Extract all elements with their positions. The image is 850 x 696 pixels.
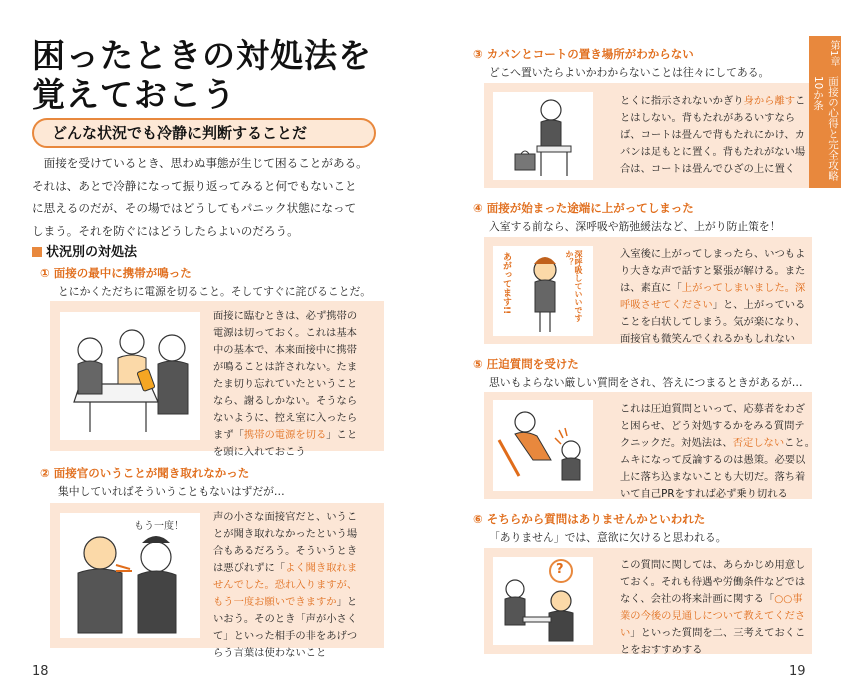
item-5-subtitle: 思いもよらない厳しい質問をされ、答えにつまるときがあるが… — [489, 376, 803, 389]
item-5-body — [620, 401, 815, 503]
body-line — [620, 93, 805, 110]
item-number: ④ — [473, 201, 483, 215]
body-line — [620, 297, 805, 314]
body-line — [620, 435, 815, 452]
highlighted-text: 携帯の電源を切る — [243, 429, 327, 441]
page-title — [32, 36, 372, 114]
body-line: ことを白状してしまう。気が楽になり、 — [620, 316, 806, 328]
item-title-text: 面接の最中に携帯が鳴った — [53, 266, 192, 280]
body-line: とをおすすめする — [620, 644, 703, 656]
item-1-title — [40, 265, 192, 281]
highlighted-text: 身から離す — [743, 95, 796, 107]
seated-candidate-illustration — [493, 92, 593, 180]
body-text: 」と — [336, 596, 358, 608]
item-6-body — [620, 557, 805, 659]
subtitle-banner: どんな状況でも冷静に判断することだ — [32, 118, 376, 148]
body-line: とはしない。背もたれがあるいすなら — [620, 112, 796, 124]
body-text: とくに指示されないかぎり — [620, 95, 744, 107]
highlighted-text: い — [620, 627, 631, 639]
interviewer-whisper-illustration — [60, 513, 200, 638]
question-mark-icon: ? — [556, 562, 564, 577]
item-6-card — [484, 548, 812, 654]
item-4-body — [620, 246, 805, 348]
body-line: り大きな声で話すと緊張が解ける。また — [620, 265, 806, 277]
page-number-left: 18 — [32, 664, 49, 679]
body-line: 声の小さな面接官だと、いうこ — [213, 511, 358, 523]
body-line: らう言葉は使わないこと — [213, 647, 327, 659]
body-line: なら、謝るしかない。そうなら — [213, 395, 358, 407]
item-2-subtitle: 集中していればそういうこともないはずだが… — [58, 485, 285, 498]
item-5-card — [484, 392, 816, 500]
highlighted-text: ○○事 — [774, 593, 803, 605]
illustration-caption: 深呼吸していいですか？ — [565, 250, 583, 322]
body-line: 合もあるだろう。そういうとき — [213, 545, 358, 557]
item-4-card — [484, 237, 812, 344]
item-title-text: そちらから質問はありませんかといわれた — [486, 512, 706, 526]
body-line: いて自己PRをすれば必ず乗り切れる — [620, 488, 788, 500]
intro-paragraph — [32, 152, 384, 242]
highlighted-text: せんでした。恐れ入りますが、 — [213, 579, 358, 591]
body-text: まず「 — [213, 429, 244, 441]
body-line — [213, 560, 357, 577]
highlighted-text: もう一度お願いできますか — [213, 596, 337, 608]
item-1-subtitle: とにかくただちに電源を切ること。そしてすぐに詫びることだ。 — [58, 285, 372, 298]
item-1-body — [213, 308, 357, 461]
body-line: 入室後に上がってしまったら、いつもよ — [620, 248, 806, 260]
body-text: クニックだ。対処法は、 — [620, 437, 733, 449]
square-bullet-icon — [32, 247, 42, 257]
body-text: は、素直に「 — [620, 282, 682, 294]
body-line: ば、コートは畳んで背もたれにかけ、カ — [620, 129, 805, 141]
body-text: こ — [795, 95, 806, 107]
highlighted-text: 業の今後の見通しについて教えてくださ — [620, 610, 806, 622]
body-line: 面接に臨むときは、必ず携帯の — [213, 310, 358, 322]
item-5-title — [473, 356, 579, 372]
body-line: を頭に入れておこう — [213, 446, 306, 458]
page-number-right: 19 — [789, 664, 806, 679]
body-line: が鳴ることは許されない。たま — [213, 361, 358, 373]
intro-line: に思えるのだが、その場ではどうしてもパニック状態になって — [32, 201, 357, 215]
body-line: て」といった相手の非をあげつ — [213, 630, 358, 642]
body-line — [620, 591, 805, 608]
body-text: 」と、上がっている — [712, 299, 806, 311]
item-title-text: 面接が始まった途端に上がってしまった — [486, 201, 694, 215]
item-3-body — [620, 93, 805, 178]
body-line — [213, 594, 357, 611]
item-number: ③ — [473, 47, 483, 61]
item-title-text: 面接官のいうことが聞き取れなかった — [53, 466, 250, 480]
meeting-phone-illustration — [60, 312, 200, 440]
right-page — [425, 0, 850, 696]
item-3-subtitle: どこへ置いたらよいかわからないことは往々にしてある。 — [489, 66, 770, 79]
item-2-card — [50, 503, 384, 659]
body-line — [213, 577, 357, 594]
title-line-1: 困ったときの対処法を — [32, 36, 372, 75]
item-title-text: 圧迫質問を受けた — [486, 357, 579, 371]
pressure-question-illustration — [493, 400, 593, 491]
body-line: バンは足もとに置く。背もたれがない場 — [620, 146, 806, 158]
body-line: 合は、コートは畳んでひざの上に置く — [620, 163, 796, 175]
section-heading-text: 状況別の対処法 — [46, 245, 138, 260]
body-line: この質問に関しては、あらかじめ用意し — [620, 559, 806, 571]
body-text: こと。 — [784, 437, 816, 449]
speech-bubble-text: もう一度！ — [134, 521, 184, 532]
item-4-subtitle: 入室する前なら、深呼吸や筋弛緩法など、上がり防止策を！ — [489, 220, 781, 233]
chapter-tab — [809, 36, 841, 188]
body-text: 」こと — [326, 429, 358, 441]
title-line-2: 覚えておこう — [32, 75, 236, 114]
item-4-title — [473, 200, 694, 216]
body-line: 電源は切っておく。これは基本 — [213, 327, 357, 339]
body-line: と困らせ、どう対処するかをみる質問テ — [620, 420, 805, 432]
body-line: たま切り忘れていたということ — [213, 378, 358, 390]
body-text: は悪びれずに「 — [213, 562, 286, 574]
body-text: なく、会社の将来計画に関する「 — [620, 593, 775, 605]
highlighted-text: よく聞き取れま — [285, 562, 358, 574]
body-line — [620, 280, 805, 297]
section-heading — [32, 241, 137, 260]
item-number: ② — [40, 466, 50, 480]
body-line: 上に落ち込まないことも大切だ。落ち着 — [620, 471, 806, 483]
item-number: ⑥ — [473, 512, 483, 526]
item-6-title — [473, 511, 705, 527]
highlighted-text: 呼吸させてください — [620, 299, 713, 311]
item-3-card — [484, 83, 812, 188]
question-time-illustration — [493, 557, 593, 645]
item-1-card — [50, 301, 384, 458]
chapter-title: 面接の心得と完全攻略10か条 — [812, 76, 839, 181]
item-3-title — [473, 46, 694, 62]
body-line: 中の基本で、本来面接中に携帯 — [213, 344, 357, 356]
body-line — [213, 427, 357, 444]
item-2-title — [40, 465, 249, 481]
body-line — [620, 608, 805, 625]
body-line: ておく。それも待遇や労働条件などでは — [620, 576, 806, 588]
item-2-body — [213, 509, 357, 662]
highlighted-text: 否定しない — [732, 437, 785, 449]
body-text: 」といった質問を二、三考えておくこ — [630, 627, 806, 639]
body-line: これは圧迫質問といって、応募者をわざ — [620, 403, 806, 415]
nervous-candidate-illustration — [493, 246, 593, 336]
intro-line: しまう。それを防ぐにはどうしたらよいのだろう。 — [32, 223, 299, 238]
intro-line: 面接を受けているとき、思わぬ事態が生じて困ることがある。 — [32, 156, 368, 170]
item-number: ① — [40, 266, 50, 280]
body-line: 面接官も微笑んでくれるかもしれない — [620, 333, 796, 345]
chapter-label: 第1章 — [828, 40, 839, 67]
body-line: いおう。そのとき「声が小さく — [213, 613, 358, 625]
item-6-subtitle: 「ありません」では、意欲に欠けると思われる。 — [489, 531, 727, 544]
illustration-caption: あがってます!! — [501, 252, 511, 315]
body-line: とが聞き取れなかったという場 — [213, 528, 358, 540]
item-title-text: カバンとコートの置き場所がわからない — [486, 47, 694, 61]
body-line — [620, 625, 805, 642]
item-number: ⑤ — [473, 357, 483, 371]
intro-line: それは、あとで冷静になって振り返ってみると何でもないこと — [32, 178, 357, 193]
body-line: ムキになって反論するのは愚策。必要以 — [620, 454, 806, 466]
highlighted-text: 上がってしまいました。深 — [681, 282, 806, 294]
body-line: ないように、控え室に入ったら — [213, 412, 358, 424]
